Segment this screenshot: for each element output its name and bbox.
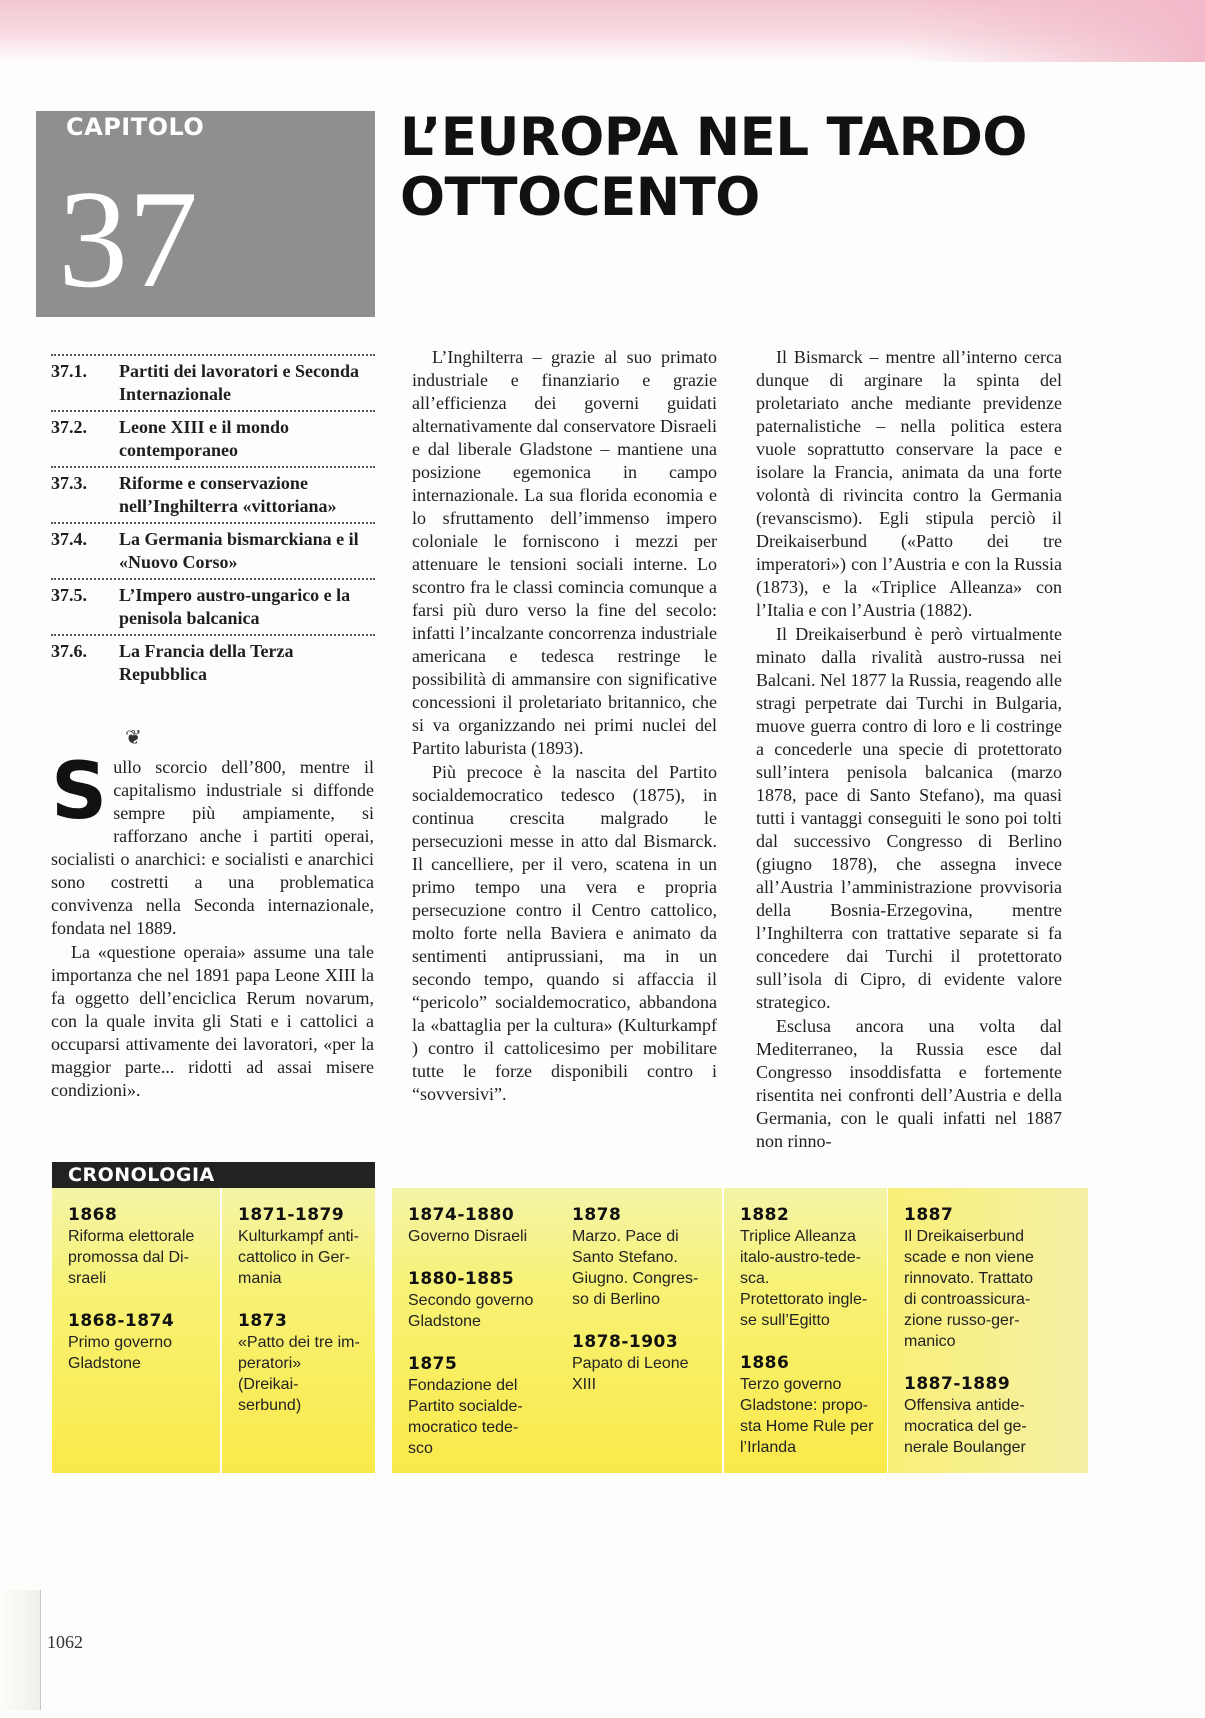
body-paragraph: L’Inghilterra – grazie al suo primato industriale e finanziario e grazie all’efficienza dei governi guidati alternativamente dal conservatore Disraeli e dal liberale Gladstone – mantiene una posizione egemonica in campo internazionale. La sua florida economia e lo sfruttamento dell’immenso impero coloniale le forniscono i mezzi per attenuare le tensioni sociali interne. Lo scontro fra le classi comincia comunque a farsi più duro verso la fine del secolo: infatti l’incalzante concorrenza industriale americana e tedesca restringe le possibilità di ammansire con significative concessioni il proletariato britannico, che si va organizzando nei primi nuclei del Partito laburista (1893). [412,347,717,758]
chronology-entry [408,1204,549,1247]
body-paragraph: Il Bismarck – mentre all’interno cerca dunque di arginare la spinta del proletariato anche mediante previdenze paternalistiche – nella politica estera vuole soprattutto conservare la pace e isolare la Francia, animata da una forte volontà di rivincita contro la Germania (revanscismo). Egli stipula perciò il Dreikaiserbund («Patto dei tre imperatori») con l’Austria e con la Russia (1873), e la «Triplice Alleanza» con l’Italia e con l’Austria (1882). [756,347,1062,620]
chronology-year: 1878-1903 [572,1332,679,1352]
toc-item[interactable] [51,468,375,522]
chronology-year: 1878 [572,1205,622,1225]
body-paragraph: Esclusa ancora una volta dal Mediterraneo, la Russia esce dal Congresso insoddisfatta e fortemente risentita nei confronti dell’Austria e della Germania, con le quali infatti nel 1887 non rinno- [756,1016,1062,1151]
text-column-2 [412,346,717,1106]
chronology-column [392,1188,559,1473]
chronology-text: Il Dreikaiserbund scade e non viene rinnovato. Trattato di controassicura- zione russo-ger- manico [904,1228,1034,1350]
chronology-entry [904,1204,1078,1352]
page-curl [0,1590,41,1710]
chronology-text: Governo Disraeli [408,1228,528,1245]
text-column-3 [756,346,1062,1153]
chronology-entry [238,1310,365,1416]
chronology-entry [68,1310,210,1374]
body-paragraph: La «questione operaia» assume una tale importanza che nel 1891 papa Leone XIII la fa oggetto dell’enciclica Rerum novarum, con la quale invita gli Stati e i cattolici a occuparsi attivamente dei lavoratori, «per la maggior parte... ridotti ad assai misere condizioni». [51,942,374,1100]
chronology-text: Triplice Alleanza italo-austro-tede- sca. Protettorato ingle- se sull’Egitto [740,1228,868,1329]
chronology-text: Riforma elettorale promossa dal Di- sraeli [68,1228,195,1287]
toc-item-number: 37.2. [51,417,87,437]
body-paragraph: Il Dreikaiserbund è però virtualmente minato dalla rivalità austro-russa nei Balcani. Nel 1877 la Russia, reagendo alle stragi perpetrate dai Turchi in Bulgaria, muove guerra contro di loro e li costringe a concederle una specie di protettorato sull’intera penisola balcanica (marzo 1878, pace di Santo Stefano), ma quasi tutti i vantaggi conseguiti le sono poi tolti dal successivo Congresso di Berlino (giugno 1878), che assegna invece all’Austria l’amministrazione provvisoria della Bosnia-Erzegovina, mentre l’Inghilterra con trattative separate si fa concedere dai Turchi il protettorato sull’isola di Cipro, di evidente valore strategico. [756,624,1062,1012]
page-number: 1062 [47,1632,83,1652]
chronology-text: Primo governo Gladstone [68,1334,173,1372]
toc-item[interactable] [51,356,375,410]
chronology-year: 1871-1879 [238,1205,345,1225]
intro-paragraph-text: ullo scorcio dell’800, mentre il capitalismo industriale si diffonde sempre più ampiamente, si rafforzano anche i partiti operai, socialisti o anarchici: e socialisti e anarchici sono costretti a una problematica convivenza nella Seconda internazionale, fondata nel 1889. [51,757,374,938]
chronology-year: 1874-1880 [408,1205,515,1225]
chronology-year: 1873 [238,1311,288,1331]
chronology-column [888,1188,1088,1473]
chronology-year: 1887-1889 [904,1374,1011,1394]
chronology-column [52,1188,220,1473]
chronology-text: Fondazione del Partito socialde- mocratico tede- sco [408,1377,523,1457]
toc-item-title: La Germania bismarckiana e il «Nuovo Corso» [119,529,359,572]
toc-item-title: La Francia della Terza Repubblica [119,641,294,684]
toc-item-title: L’Impero austro-ungarico e la penisola balcanica [119,585,351,628]
toc-item[interactable] [51,636,375,690]
chronology-entry [408,1353,549,1459]
chronology-year: 1868-1874 [68,1311,175,1331]
toc-item-title: Partiti dei lavoratori e Seconda Internazionale [119,361,359,404]
chronology-year: 1882 [740,1205,790,1225]
body-paragraph: Più precoce è la nascita del Partito socialdemocratico tedesco (1875), in continua crescita malgrado le persecuzioni messe in atto dal Bismarck. Il cancelliere, per il vero, scatena in un primo tempo una vera e propria persecuzione contro il Centro cattolico, molto forte nella Baviera e animato da sentimenti antiprussiani, ma in un secondo tempo, quando si affaccia il “pericolo” socialdemocratico, abbandona la «battaglia per la cultura» (Kulturkampf ) contro il cattolicesimo per mobilitare tutte le forze disponibili contro i “sovversivi”. [412,762,717,1104]
toc-item-number: 37.6. [51,641,87,661]
chronology-entry [68,1204,210,1289]
chronology-entry [904,1373,1078,1458]
chapter-number: 37 [58,162,198,317]
intro-paragraph [51,747,374,940]
ornament-icon: ❦ [125,727,142,749]
chronology-year: 1887 [904,1205,954,1225]
chronology-entry [408,1268,549,1332]
toc-item[interactable] [51,524,375,578]
chronology-year: 1880-1885 [408,1269,515,1289]
toc-item[interactable] [51,412,375,466]
chronology-entry [572,1331,712,1395]
chronology-year: 1875 [408,1354,458,1374]
chronology-year: 1886 [740,1353,790,1373]
toc-item-title: Riforme e conservazione nell’Inghilterra «vittoriana» [119,473,337,516]
chronology-column [724,1188,887,1473]
toc-item-number: 37.5. [51,585,87,605]
toc-item[interactable] [51,580,375,634]
chronology-text: Kulturkampf anti- cattolico in Ger- mania [238,1228,359,1287]
drop-cap: S [51,747,108,837]
chronology-entry [740,1204,877,1331]
chronology-entry [740,1352,877,1458]
toc-item-number: 37.3. [51,473,87,493]
chronology-text: Secondo governo Gladstone [408,1292,534,1330]
chronology-text: Papato di Leone XIII [572,1355,689,1393]
chapter-title [400,108,1160,228]
toc-item-number: 37.1. [51,361,87,381]
intro-column [51,747,374,1102]
chronology-entry [238,1204,365,1289]
chronology-text: Marzo. Pace di Santo Stefano. Giugno. Congres- so di Berlino [572,1228,699,1308]
chronology-text: Terzo governo Gladstone: propo- sta Home Rule per l’Irlanda [740,1376,874,1456]
chronology-entry [572,1204,712,1310]
chapter-title-line-2: OTTOCENTO [400,167,760,228]
page-top-band [0,0,1205,62]
chronology-column [556,1188,722,1473]
chronology-text: «Patto dei tre im- peratori» (Dreikai- serbund) [238,1334,360,1414]
chronology-column [222,1188,375,1473]
table-of-contents [51,354,375,690]
chapter-label: CAPITOLO [66,113,205,141]
chronology-heading: CRONOLOGIA [52,1162,375,1188]
chronology-year: 1868 [68,1205,118,1225]
toc-item-number: 37.4. [51,529,87,549]
chapter-title-line-1: L’EUROPA NEL TARDO [400,107,1027,168]
toc-item-title: Leone XIII e il mondo contemporaneo [119,417,290,460]
chronology-text: Offensiva antide- mocratica del ge- nerale Boulanger [904,1397,1027,1456]
